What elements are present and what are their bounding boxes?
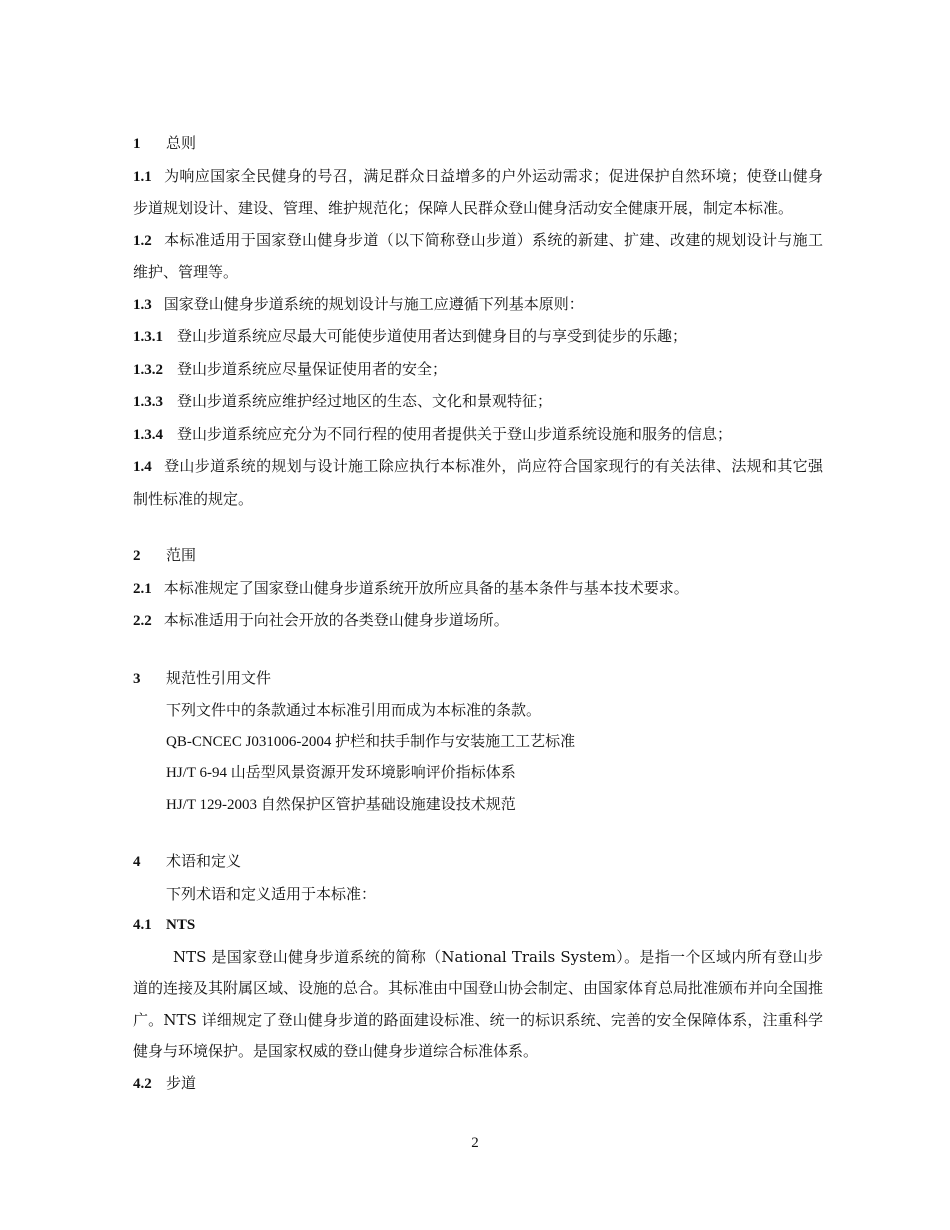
section-number: 3 <box>133 670 141 687</box>
definition-number: 4.1 <box>133 917 152 933</box>
section-heading-4 <box>133 846 823 879</box>
clause-text: 国家登山健身步道系统的规划设计与施工应遵循下列基本原则： <box>163 294 584 313</box>
section-number: 1 <box>133 136 141 152</box>
definition-heading-4-2 <box>133 1068 823 1101</box>
clause-text: 登山步道系统应尽最大可能使步道使用者达到健身目的与享受到徒步的乐趣； <box>177 327 688 345</box>
section-title: 术语和定义 <box>166 852 242 870</box>
clause-text: 登山步道系统应维护经过地区的生态、文化和景观特征； <box>177 392 553 410</box>
spacer <box>133 638 823 663</box>
definition-term: 步道 <box>166 1073 197 1092</box>
clause-number: 1.3.1 <box>133 329 163 345</box>
reference-item: QB-CNCEC J031006-2004 护栏和扶手制作与安装施工工艺标准 <box>166 733 576 750</box>
section-heading-1 <box>133 128 823 161</box>
section-title: 范围 <box>166 546 197 564</box>
reference-item: HJ/T 129-2003 自然保护区管护基础设施建设技术规范 <box>166 796 516 813</box>
page-number: 2 <box>471 1135 479 1151</box>
definition-number: 4.2 <box>133 1075 152 1092</box>
clause-number: 1.3.3 <box>133 394 163 410</box>
section-title: 规范性引用文件 <box>166 668 272 687</box>
definition-text: NTS 是国家登山健身步道系统的简称（National Trails System）。是指一个区域内所有登山步道的连接及其附属区域、设施的总合。其标准由中国登山协会制定、由国家体育总局批准颁布并向全国推广。NTS 详细规定了登山健身步道的路面建设标准、统一的标识系统、完善的安全保障体系，注重科学健身与环境保护。是国家权威的登山健身步道综合标准体系。 <box>133 947 824 1060</box>
clause-text: 登山步道系统应尽量保证使用者的安全； <box>177 359 448 378</box>
clause-text: 本标准适用于向社会开放的各类登山健身步道场所。 <box>163 611 509 629</box>
spacer <box>133 515 823 540</box>
section-title: 总则 <box>166 134 197 152</box>
clause-1-2 <box>133 225 823 289</box>
clause-1-3-3 <box>133 386 823 419</box>
section-4-intro: 下列术语和定义适用于本标准： <box>166 884 377 903</box>
spacer <box>133 821 823 846</box>
clause-1-4 <box>133 451 823 515</box>
section-heading-3 <box>133 663 823 696</box>
clause-number: 1.3.2 <box>133 361 163 378</box>
reference-item: HJ/T 6-94 山岳型风景资源开发环境影响评价指标体系 <box>166 765 516 781</box>
clause-number: 1.4 <box>133 459 152 475</box>
clause-2-1 <box>133 573 823 606</box>
definition-term: NTS <box>166 917 196 933</box>
clause-1-3-2 <box>133 354 823 387</box>
clause-text: 本标准适用于国家登山健身步道（以下简称登山步道）系统的新建、扩建、改建的规划设计与施工维护、管理等。 <box>133 230 823 281</box>
clause-number: 1.3.4 <box>133 426 163 443</box>
section-number: 2 <box>133 548 141 564</box>
clause-1-1 <box>133 161 823 225</box>
clause-number: 1.1 <box>133 168 152 185</box>
clause-text: 登山步道系统的规划与设计施工除应执行本标准外，尚应符合国家现行的有关法律、法规和其它强制性标准的规定。 <box>133 457 823 508</box>
section-number: 4 <box>133 854 141 870</box>
clause-2-2 <box>133 605 823 638</box>
definition-heading-4-1 <box>133 910 823 942</box>
section-3-intro: 下列文件中的条款通过本标准引用而成为本标准的条款。 <box>166 701 542 719</box>
document-body <box>133 128 823 1100</box>
clause-text: 登山步道系统应充分为不同行程的使用者提供关于登山步道系统设施和服务的信息； <box>177 424 733 443</box>
clause-1-3-1 <box>133 321 823 354</box>
clause-number: 2.2 <box>133 613 152 629</box>
clause-number: 1.3 <box>133 296 152 313</box>
clause-text: 本标准规定了国家登山健身步道系统开放所应具备的基本条件与基本技术要求。 <box>163 578 689 597</box>
clause-1-3 <box>133 289 823 322</box>
section-heading-2 <box>133 540 823 573</box>
clause-1-3-4 <box>133 419 823 452</box>
clause-number: 2.1 <box>133 580 152 597</box>
clause-text: 为响应国家全民健身的号召，满足群众日益增多的户外运动需求；促进保护自然环境；使登山健身步道规划设计、建设、管理、维护规范化；保障人民群众登山健身活动安全健康开展，制定本标准。 <box>133 166 823 217</box>
clause-number: 1.2 <box>133 232 152 249</box>
